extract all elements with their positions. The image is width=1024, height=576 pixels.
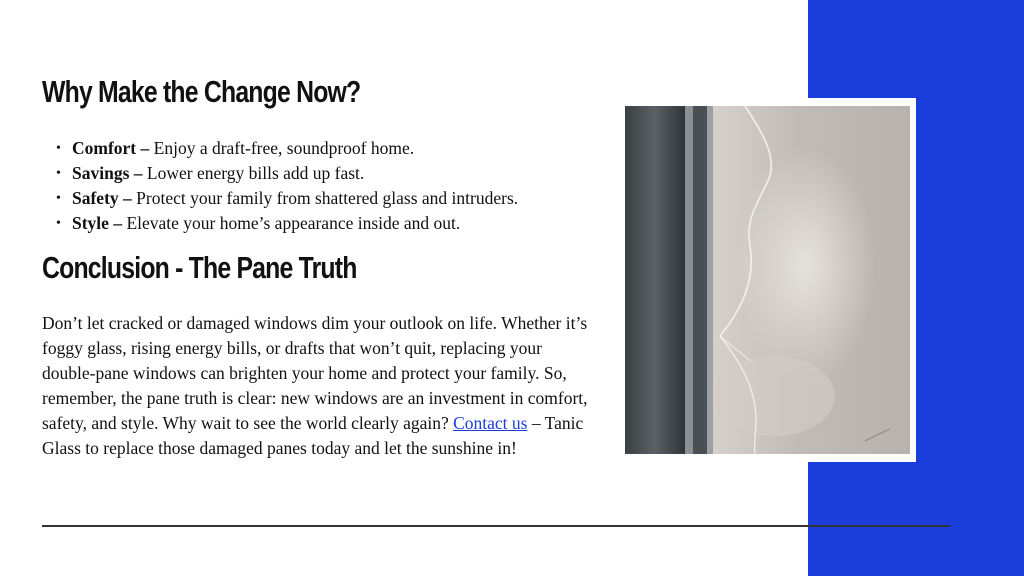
bullet-dot-icon: • (56, 141, 61, 156)
bullet-text: Enjoy a draft-free, soundproof home. (149, 138, 415, 158)
list-item (56, 161, 616, 186)
section-heading-conclusion: Conclusion - The Pane Truth (42, 250, 357, 285)
contact-us-link[interactable]: Contact us (453, 413, 528, 433)
list-item (56, 136, 616, 161)
bullet-label: Comfort – (72, 138, 150, 158)
paragraph-text-end: – Tanic Glass to replace those damaged panes today and let the sunshine in! (42, 413, 584, 458)
benefits-list (56, 136, 616, 236)
list-item (56, 186, 616, 211)
bullet-label: Style – (72, 213, 123, 233)
bullet-text: Elevate your home’s appearance inside and out. (122, 213, 461, 233)
cracked-window-photo-art (625, 106, 910, 454)
section-heading-why-change: Why Make the Change Now? (42, 74, 361, 109)
bullet-label: Safety – (72, 188, 132, 208)
cracked-window-photo (625, 106, 910, 454)
bullet-dot-icon: • (56, 216, 61, 231)
bottom-divider (42, 525, 950, 527)
bullet-text: Lower energy bills add up fast. (142, 163, 365, 183)
conclusion-paragraph (42, 311, 590, 461)
bullet-label: Savings – (72, 163, 143, 183)
paragraph-text: Don’t let cracked or damaged windows dim your outlook on life. Whether it’s foggy glass, rising energy bills, or drafts that won’t quit, replacing your double-pane windows can brighten your home and protect your family. So, remember, the pane truth is clear: new windows are an investment in comfort, safety, and style. Why wait to see the world clearly again? (42, 313, 588, 433)
list-item (56, 211, 616, 236)
bullet-dot-icon: • (56, 191, 61, 206)
bullet-text: Protect your family from shattered glass and intruders. (131, 188, 519, 208)
bullet-dot-icon: • (56, 166, 61, 181)
